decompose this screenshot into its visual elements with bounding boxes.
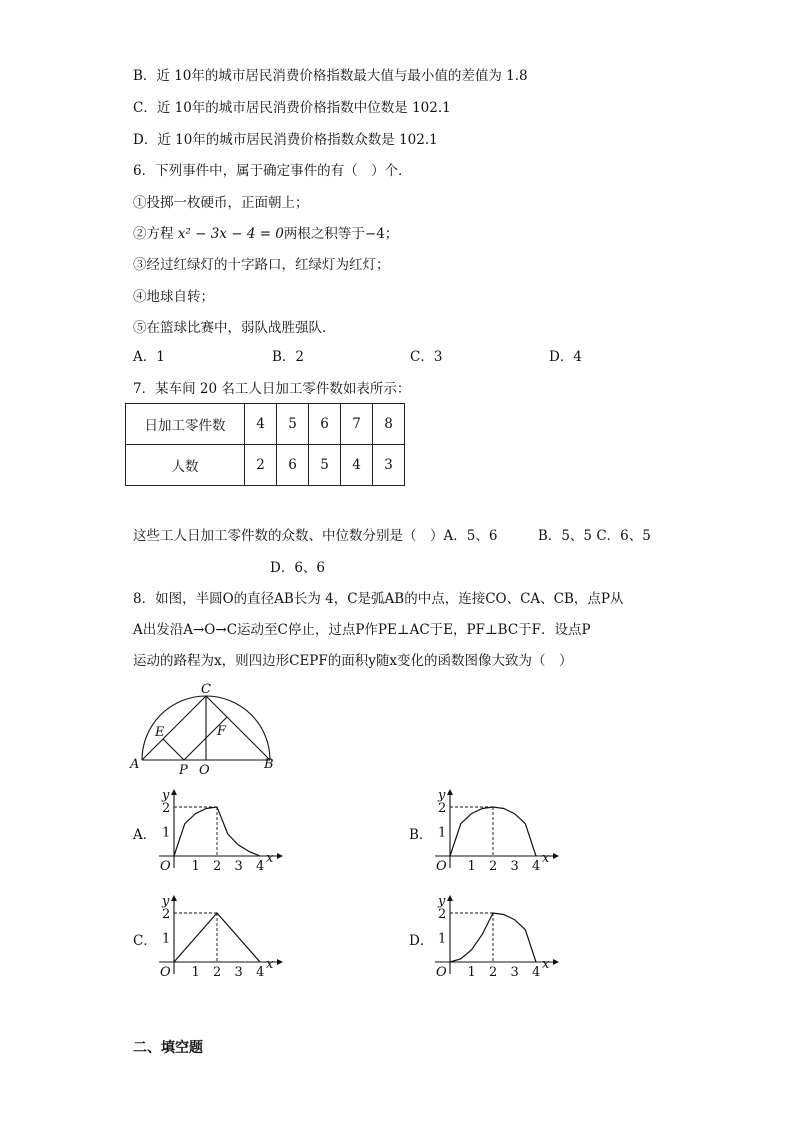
- label-p: P: [179, 763, 188, 778]
- origin-label: O: [160, 965, 171, 977]
- x-tick-label: 3: [234, 965, 243, 977]
- q7-question: 这些工人日加工零件数的众数、中位数分别是（ ）A．5、6 B．5、5 C．6、5: [133, 528, 651, 544]
- x-axis-arrow: [553, 853, 559, 859]
- table-cell: 6: [309, 404, 341, 445]
- table-cell: 2: [245, 445, 277, 486]
- q6-item-5: ⑤在篮球比赛中，弱队战胜强队．: [133, 320, 336, 336]
- x-axis-label: x: [266, 957, 274, 972]
- y-tick-label: 2: [438, 801, 447, 816]
- q8-option-d: D．: [409, 933, 434, 949]
- y-tick-label: 1: [438, 825, 447, 841]
- label-e: E: [155, 725, 165, 740]
- q5-option-b: B．近 10年的城市居民消费价格指数最大值与最小值的差值为 1.8: [133, 68, 528, 84]
- x-axis-arrow: [553, 959, 559, 965]
- x-tick-label: 3: [234, 859, 243, 871]
- label-f: F: [217, 724, 227, 739]
- graph-option-d: [431, 892, 561, 977]
- y-tick-label: 2: [438, 907, 447, 922]
- y-axis-arrow: [171, 895, 177, 901]
- q6-stem: 6．下列事件中，属于确定事件的有（ ）个．: [133, 163, 412, 179]
- q7-option-d: D．6、6: [270, 560, 326, 576]
- y-tick-label: 2: [162, 907, 171, 922]
- x-tick-label: 4: [532, 965, 541, 977]
- graph-option-b: [431, 786, 561, 871]
- label-c: C: [201, 682, 211, 697]
- graph-option-a: [155, 786, 285, 871]
- y-axis-label: y: [438, 788, 446, 803]
- x-axis-label: x: [542, 851, 550, 866]
- y-axis-label: y: [162, 788, 170, 803]
- table-header-cell: 人数: [126, 445, 245, 486]
- x-tick-label: 1: [191, 965, 200, 977]
- q6-item-2-post: 两根之积等于−4；: [283, 226, 399, 242]
- q6-item-3: ③经过红绿灯的十字路口，红绿灯为红灯；: [133, 257, 390, 273]
- x-axis-label: x: [266, 851, 274, 866]
- origin-label: O: [436, 859, 447, 871]
- table-row: [126, 404, 405, 445]
- y-tick-label: 1: [162, 825, 171, 841]
- table-cell: 4: [245, 404, 277, 445]
- graph-option-c: [155, 892, 285, 977]
- q6-item-2-equation: x² − 3x − 4 = 0: [177, 226, 284, 242]
- table-cell: 3: [373, 445, 405, 486]
- x-tick-label: 3: [510, 859, 519, 871]
- y-tick-label: 1: [162, 931, 171, 947]
- q6-option-d: D．4: [549, 349, 582, 365]
- x-tick-label: 1: [467, 965, 476, 977]
- q6-option-a: A．1: [133, 349, 165, 365]
- q6-item-2-pre: ②方程: [133, 226, 178, 242]
- x-tick-label: 4: [256, 965, 265, 977]
- q8-option-c: C．: [133, 933, 157, 949]
- y-axis-label: y: [438, 894, 446, 909]
- q6-item-1: ①投掷一枚硬币，正面朝上；: [133, 195, 309, 211]
- origin-label: O: [436, 965, 447, 977]
- q6-option-c: C．3: [410, 349, 443, 365]
- table-cell: 4: [341, 445, 373, 486]
- table-cell: 5: [309, 445, 341, 486]
- y-axis-label: y: [162, 894, 170, 909]
- y-axis-arrow: [447, 895, 453, 901]
- label-a: A: [130, 757, 140, 772]
- table-header-cell: 日加工零件数: [126, 404, 245, 445]
- q7-stem: 7．某车间 20 名工人日加工零件数如表所示：: [133, 381, 411, 397]
- x-tick-label: 1: [467, 859, 476, 871]
- x-tick-label: 2: [489, 965, 498, 977]
- x-tick-label: 1: [191, 859, 200, 871]
- q8-line-1: 8．如图，半圆O的直径AB长为 4，C是弧AB的中点，连接CO、CA、CB，点P从: [133, 591, 624, 607]
- table-row: [126, 445, 405, 486]
- q6-option-b: B．2: [272, 349, 305, 365]
- table-cell: 6: [277, 445, 309, 486]
- q8-line-3: 运动的路程为x，则四边形CEPF的面积y随x变化的函数图像大致为（ ）: [133, 653, 573, 669]
- q5-option-c: C．近 10年的城市居民消费价格指数中位数是 102.1: [133, 100, 451, 116]
- x-axis-arrow: [277, 853, 283, 859]
- x-tick-label: 2: [489, 859, 498, 871]
- x-tick-label: 2: [213, 859, 222, 871]
- x-tick-label: 4: [532, 859, 541, 871]
- table-cell: 8: [373, 404, 405, 445]
- table-cell: 5: [277, 404, 309, 445]
- x-tick-label: 4: [256, 859, 265, 871]
- q5-option-d: D．近 10年的城市居民消费价格指数众数是 102.1: [133, 132, 438, 148]
- x-tick-label: 3: [510, 965, 519, 977]
- q7-table: [125, 403, 405, 486]
- x-axis-label: x: [542, 957, 550, 972]
- q8-line-2: A出发沿A→O→C运动至C停止，过点P作PE⊥AC于E，PF⊥BC于F．设点P: [133, 622, 591, 638]
- segment-pe: [163, 739, 184, 760]
- label-b: B: [264, 757, 274, 772]
- x-axis-arrow: [277, 959, 283, 965]
- section-title: 二、填空题: [133, 1040, 203, 1056]
- y-axis-arrow: [447, 789, 453, 795]
- q8-option-b: B．: [409, 827, 433, 843]
- x-tick-label: 2: [213, 965, 222, 977]
- semicircle-figure: [128, 680, 288, 780]
- origin-label: O: [160, 859, 171, 871]
- q6-item-2: [133, 225, 398, 243]
- q8-option-a: A．: [133, 827, 157, 843]
- label-o: O: [199, 763, 210, 778]
- y-tick-label: 1: [438, 931, 447, 947]
- table-cell: 7: [341, 404, 373, 445]
- y-tick-label: 2: [162, 801, 171, 816]
- y-axis-arrow: [171, 789, 177, 795]
- q6-item-4: ④地球自转；: [133, 289, 214, 305]
